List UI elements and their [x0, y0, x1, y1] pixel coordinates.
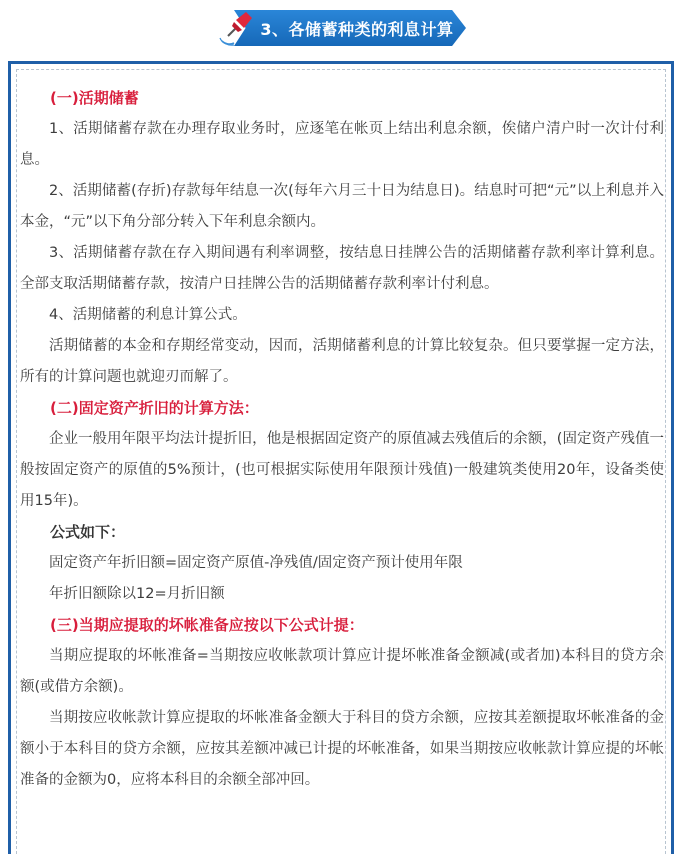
- paragraph: 企业一般用年限平均法计提折旧，他是根据固定资产的原值减去残值后的余额，(固定资产残值一般按固定资产的原值的5%预计，(也可根据实际使用年限预计残值)一般建筑类使用20年，设备类使用15年)。: [20, 431, 664, 509]
- paragraph: 1、活期储蓄存款在办理存取业务时，应逐笔在帐页上结出利息余额，俟储户清户时一次计付利息。: [20, 121, 664, 168]
- paragraph: 2、活期储蓄(存折)存款每年结息一次(每年六月三十日为结息日)。结息时可把“元”以上利息并入本金，“元”以下角分部分转入下年利息余额内。: [20, 183, 664, 230]
- formula-line: 年折旧额除以12=月折旧额: [49, 586, 225, 602]
- section-banner: [216, 6, 471, 50]
- formula-subheading: 公式如下：: [50, 523, 126, 541]
- formula-line: 固定资产年折旧额=固定资产原值-净残值/固定资产预计使用年限: [49, 555, 463, 571]
- paragraph: 当期按应收帐款计算应提取的坏帐准备金额大于科目的贷方余额，应按其差额提取坏帐准备的金额小于本科目的贷方余额，应按其差额冲减已计提的坏帐准备，如果当期按应收帐款计算应提的坏帐准备的金额为0，应将本科目的余额全部冲回。: [20, 710, 664, 788]
- push-pin-icon: [216, 8, 256, 48]
- paragraph: 4、活期储蓄的利息计算公式。: [49, 307, 247, 323]
- paragraph: 活期储蓄的本金和存期经常变动，因而，活期储蓄利息的计算比较复杂。但只要掌握一定方法，所有的计算问题也就迎刃而解了。: [20, 338, 664, 385]
- banner-title: 3、各储蓄种类的利息计算: [260, 19, 454, 39]
- section-heading-2: (二)固定资产折旧的计算方法：: [50, 399, 259, 417]
- paragraph: 3、活期储蓄存款在存入期间遇有利率调整，按结息日挂牌公告的活期储蓄存款利率计算利息。全部支取活期储蓄存款，按清户日挂牌公告的活期储蓄存款利率计付利息。: [20, 245, 664, 292]
- section-heading-3: (三)当期应提取的坏帐准备应按以下公式计提：: [50, 616, 364, 634]
- article-body: [20, 83, 664, 796]
- section-heading-1: (一)活期储蓄: [50, 89, 139, 107]
- paragraph: 当期应提取的坏帐准备=当期按应收帐款项计算应计提坏帐准备金额减(或者加)本科目的贷方余额(或借方余额)。: [20, 648, 664, 695]
